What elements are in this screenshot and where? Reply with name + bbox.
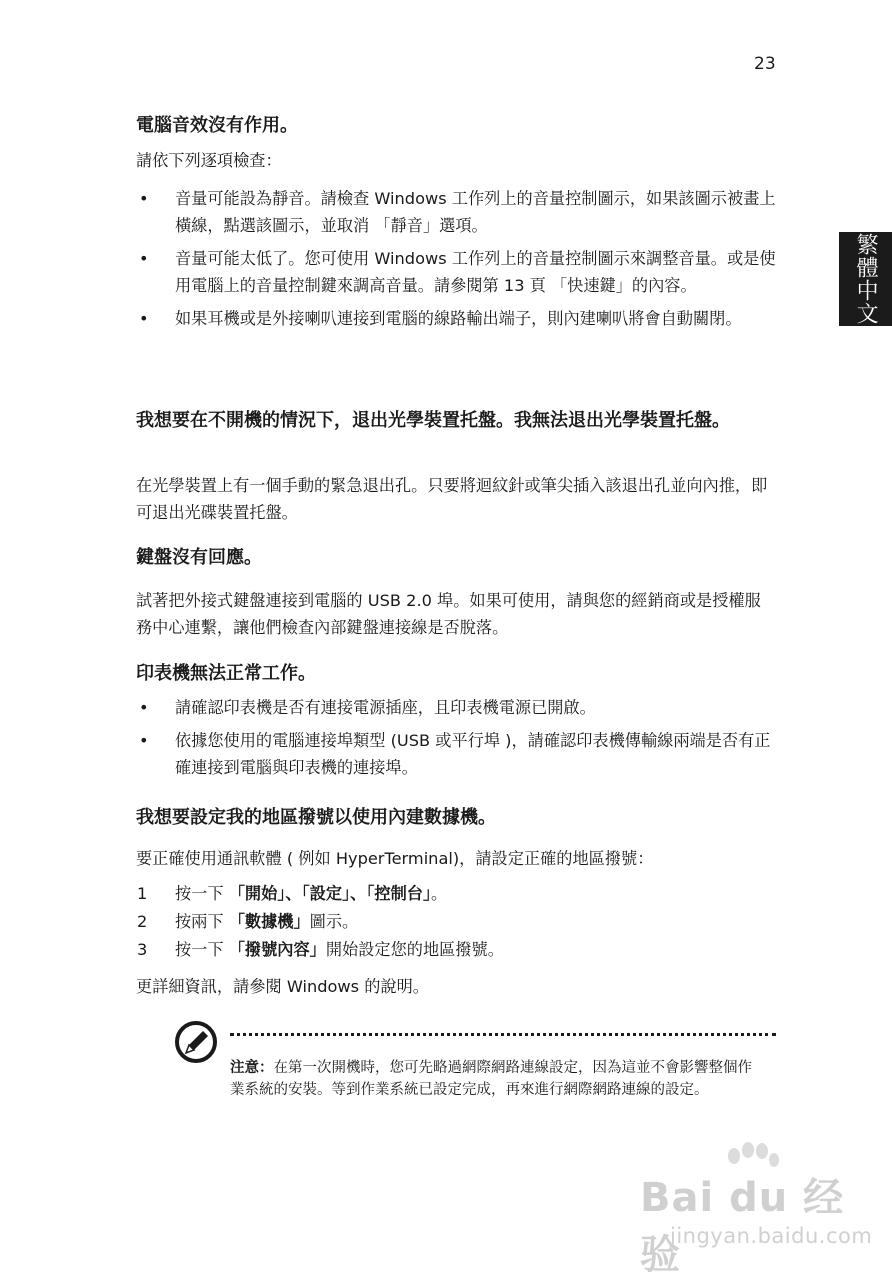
list-item: • 如果耳機或是外接喇叭連接到電腦的線路輸出端子，則內建喇叭將會自動關閉。 [139, 309, 742, 328]
optical-body: 在光學裝置上有一個手動的緊急退出孔。只要將迴紋針或筆尖插入該退出孔並向內推，即可退出光碟裝置托盤。 [136, 476, 768, 522]
list-item: • 請確認印表機是否有連接電源插座，且印表機電源已開啟。 [139, 698, 596, 717]
list-item: • 依據您使用的電腦連接埠類型 (USB 或平行埠 )，請確認印表機傳輸線兩端是否有正確連接到電腦與印表機的連接埠。 [139, 731, 771, 777]
page-number: 23 [754, 54, 776, 74]
language-side-tab-label: 繁體中文 [853, 233, 879, 325]
language-side-tab [839, 232, 892, 326]
note-pen-icon [174, 1020, 218, 1064]
note-divider [230, 1033, 776, 1036]
audio-bullet-list [136, 185, 776, 338]
modem-heading: 我想要設定我的地區撥號以使用內建數據機。 [136, 807, 496, 828]
modem-outro: 更詳細資訊，請參閱 Windows 的說明。 [136, 977, 429, 996]
list-item: • 音量可能設為靜音。請檢查 Windows 工作列上的音量控制圖示，如果該圖示被畫上橫線，點選該圖示，並取消 「靜音」選項。 [139, 189, 776, 235]
keyboard-heading: 鍵盤沒有回應。 [136, 547, 262, 568]
list-item: 2 按兩下 「數據機」圖示。 [137, 912, 359, 931]
printer-bullet-list [136, 694, 776, 787]
modem-step-list [136, 880, 776, 964]
audio-intro: 請依下列逐項檢查： [136, 151, 282, 170]
list-item: • 音量可能太低了。您可使用 Windows 工作列上的音量控制圖示來調整音量。或是使用電腦上的音量控制鍵來調高音量。請參閱第 13 頁 「快速鍵」的內容。 [139, 249, 776, 295]
list-item: 3 按一下 「撥號內容」開始設定您的地區撥號。 [137, 940, 504, 959]
note-text [230, 1057, 760, 1101]
watermark-logo-text: Bai du 经验 [640, 1175, 845, 1278]
keyboard-body: 試著把外接式鍵盤連接到電腦的 USB 2.0 埠。如果可使用，請與您的經銷商或是授權服務中心連繫，讓他們檢查內部鍵盤連接線是否脫落。 [136, 591, 761, 637]
audio-heading: 電腦音效沒有作用。 [136, 115, 298, 136]
printer-heading: 印表機無法正常工作。 [136, 663, 316, 684]
baidu-watermark [640, 1140, 880, 1278]
modem-intro: 要正確使用通訊軟體 ( 例如 HyperTerminal)，請設定正確的地區撥號： [136, 849, 654, 868]
note-body: 在第一次開機時，您可先略過網際網路連線設定，因為這並不會影響整個作業系統的安裝。等到作業系統已設定完成，再來進行網際網路連線的設定。 [230, 1060, 752, 1098]
note-label: 注意： [230, 1060, 274, 1076]
list-item: 1 按一下 「開始」、「設定」、「控制台」。 [137, 884, 448, 903]
optical-heading: 我想要在不開機的情況下，退出光學裝置托盤。我無法退出光學裝置托盤。 [136, 410, 730, 431]
watermark-url: jingyan.baidu.com [670, 1224, 873, 1248]
